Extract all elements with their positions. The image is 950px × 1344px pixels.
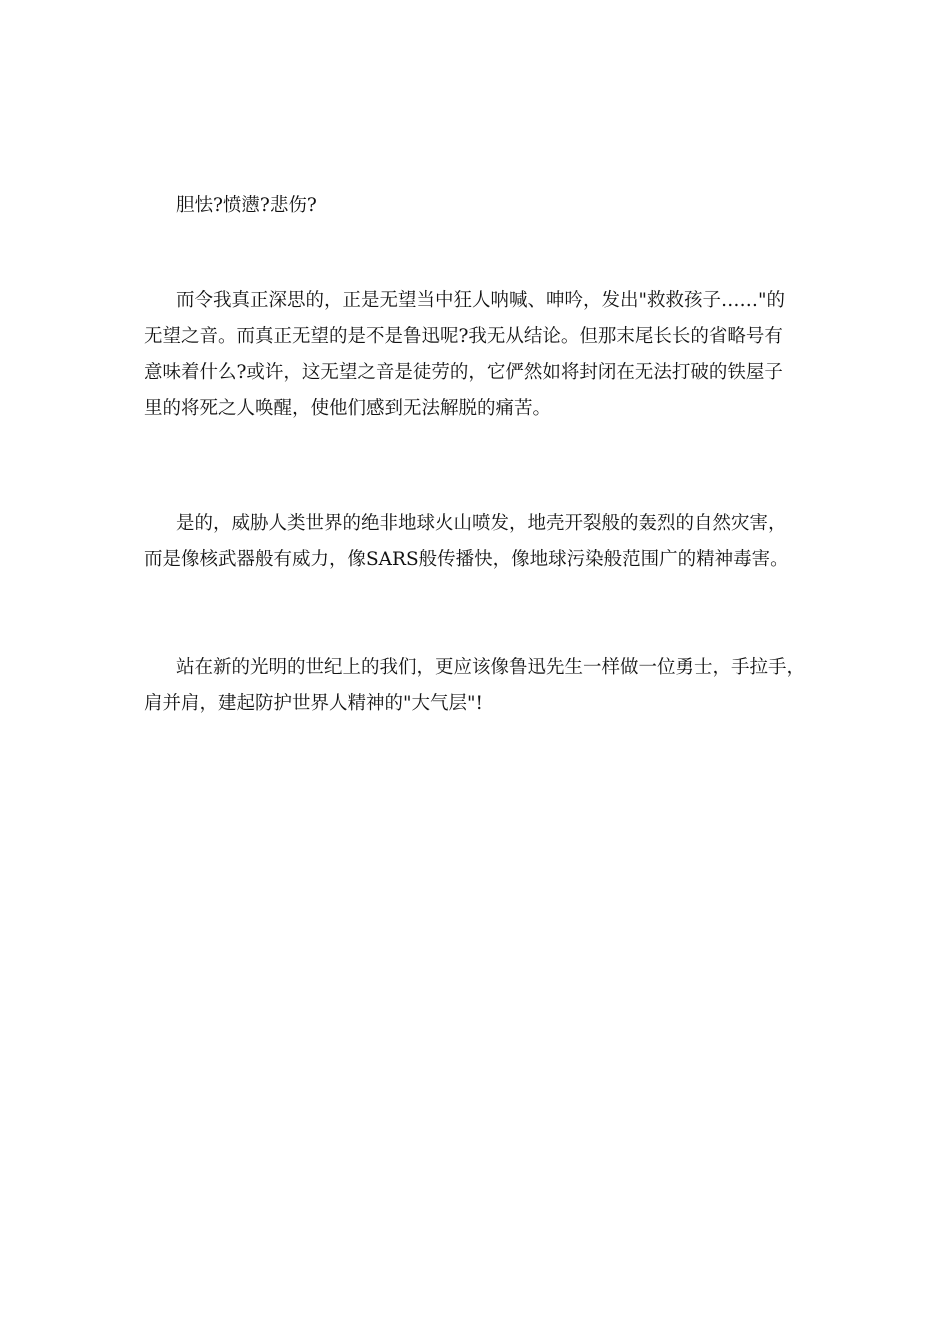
paragraph-line: 胆怯?愤懑?悲伤? xyxy=(176,195,317,216)
paragraph-line: 意味着什么?或许，这无望之音是徒劳的，它俨然如将封闭在无法打破的铁屋子 xyxy=(144,362,783,383)
paragraph-1 xyxy=(144,188,844,224)
paragraph-line: 里的将死之人唤醒，使他们感到无法解脱的痛苦。 xyxy=(144,398,552,419)
paragraph-3 xyxy=(144,506,844,578)
paragraph-line: 无望之音。而真正无望的是不是鲁迅呢?我无从结论。但那末尾长长的省略号有 xyxy=(144,326,783,347)
paragraph-2 xyxy=(144,283,844,427)
paragraph-4 xyxy=(144,650,844,722)
paragraph-line: 是的，威胁人类世界的绝非地球火山喷发，地壳开裂般的轰烈的自然灾害， xyxy=(176,513,787,534)
paragraph-line: 站在新的光明的世纪上的我们，更应该像鲁迅先生一样做一位勇士，手拉手， xyxy=(176,657,806,678)
paragraph-line: 而令我真正深思的，正是无望当中狂人呐喊、呻吟，发出"救救孩子……"的 xyxy=(176,290,786,311)
paragraph-line: 肩并肩，建起防护世界人精神的"大气层"! xyxy=(144,693,483,714)
paragraph-line: 而是像核武器般有威力，像SARS般传播快，像地球污染般范围广的精神毒害。 xyxy=(144,549,789,570)
